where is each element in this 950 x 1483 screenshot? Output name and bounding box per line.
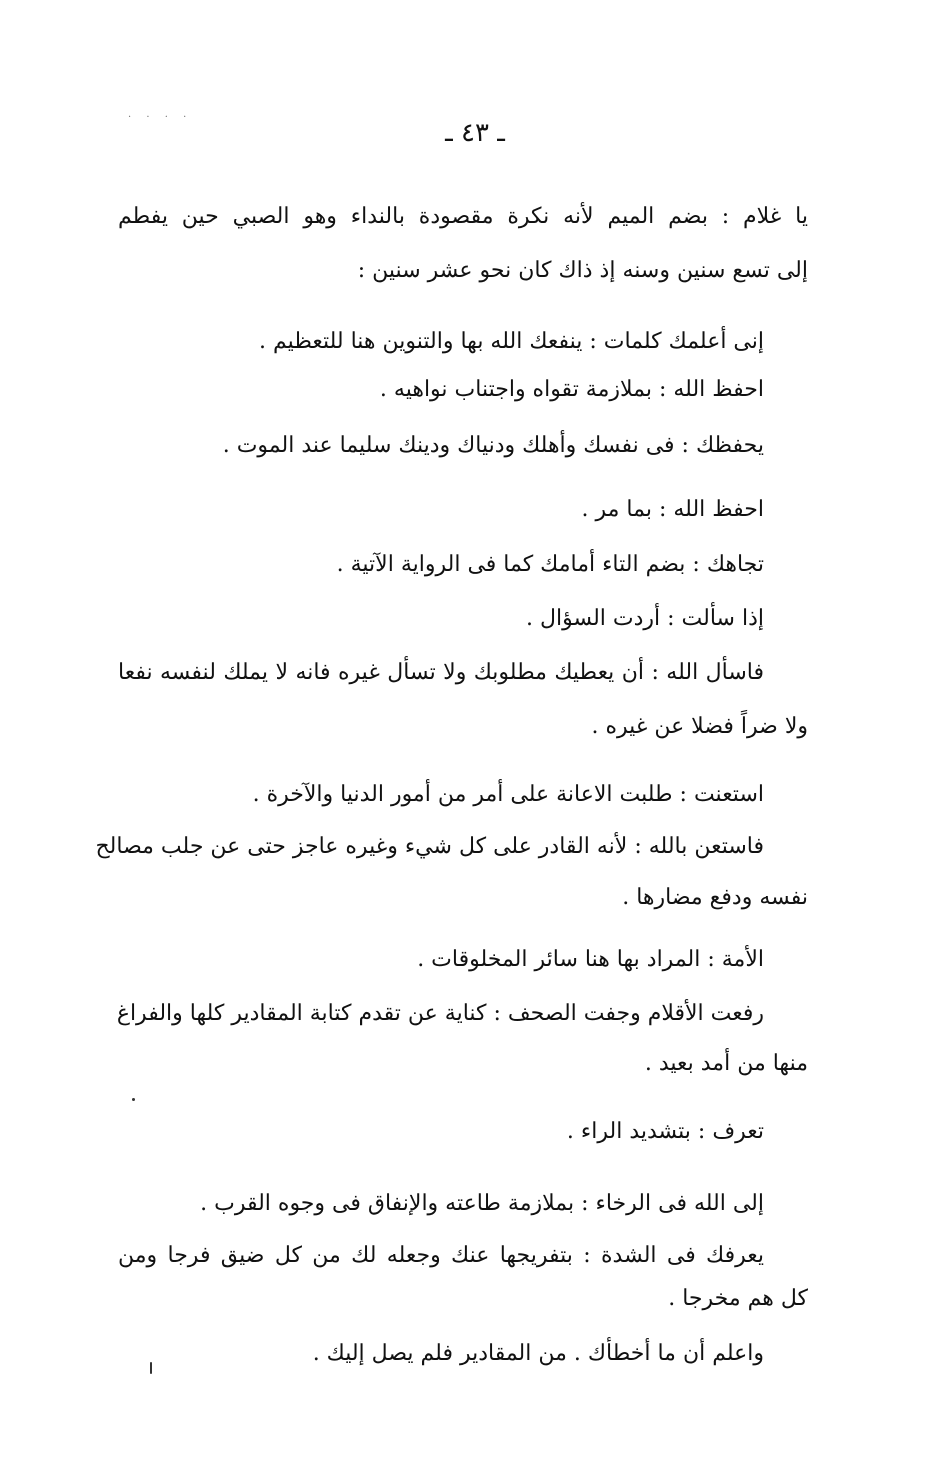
text-line: تجاهك : بضم التاء أمامك كما فى الرواية الآتية . bbox=[336, 552, 764, 577]
text-line: يا غلام : بضم الميم لأنه نكرة مقصودة بالنداء وهو الصبي حين يفطم bbox=[118, 204, 808, 229]
text-line: إلى تسع سنين وسنه إذ ذاك كان نحو عشر سنين : bbox=[357, 258, 808, 283]
page-number: ـ ٤٣ ـ bbox=[445, 118, 505, 148]
text-line: واعلم أن ما أخطأك . من المقادير فلم يصل إليك . bbox=[312, 1341, 764, 1366]
text-line: منها من أمد بعيد . bbox=[644, 1051, 808, 1076]
text-line: كل هم مخرجا . bbox=[668, 1286, 808, 1311]
text-line: إذا سألت : أردت السؤال . bbox=[526, 606, 764, 631]
text-line: ولا ضراً فضلا عن غيره . bbox=[591, 714, 808, 739]
text-line: نفسه ودفع مضارها . bbox=[622, 885, 808, 910]
text-line: إلى الله فى الرخاء : بملازمة طاعته والإنفاق فى وجوه القرب . bbox=[200, 1191, 764, 1216]
text-line: استعنت : طلبت الاعانة على أمر من أمور الدنيا والآخرة . bbox=[252, 782, 764, 807]
text-line: يحفظك : فى نفسك وأهلك ودنياك ودينك سليما عند الموت . bbox=[222, 433, 764, 458]
text-line: فاستعن بالله : لأنه القادر على كل شيء وغيره عاجز حتى عن جلب مصالح bbox=[95, 834, 764, 859]
text-line: يعرفك فى الشدة : بتفريجها عنك وجعله لك من كل ضيق فرجا ومن bbox=[118, 1243, 764, 1268]
text-line: الأمة : المراد بها هنا سائر المخلوقات . bbox=[417, 947, 764, 972]
text-line: فاسأل الله : أن يعطيك مطلوبك ولا تسأل غيره فانه لا يملك لنفسه نفعا bbox=[118, 660, 764, 685]
scan-dot bbox=[132, 1098, 135, 1101]
text-line: إنى أعلمك كلمات : ينفعك الله بها والتنوين هنا للتعظيم . bbox=[259, 329, 764, 354]
text-line: احفظ الله : بما مر . bbox=[581, 497, 764, 522]
text-line: رفعت الأقلام وجفت الصحف : كناية عن تقدم كتابة المقادير كلها والفراغ bbox=[116, 1001, 764, 1026]
scan-dot bbox=[150, 1362, 152, 1374]
text-line: احفظ الله : بملازمة تقواه واجتناب نواهيه . bbox=[379, 377, 764, 402]
scan-specks: · · · · bbox=[128, 112, 193, 123]
text-line: تعرف : بتشديد الراء . bbox=[566, 1119, 764, 1144]
